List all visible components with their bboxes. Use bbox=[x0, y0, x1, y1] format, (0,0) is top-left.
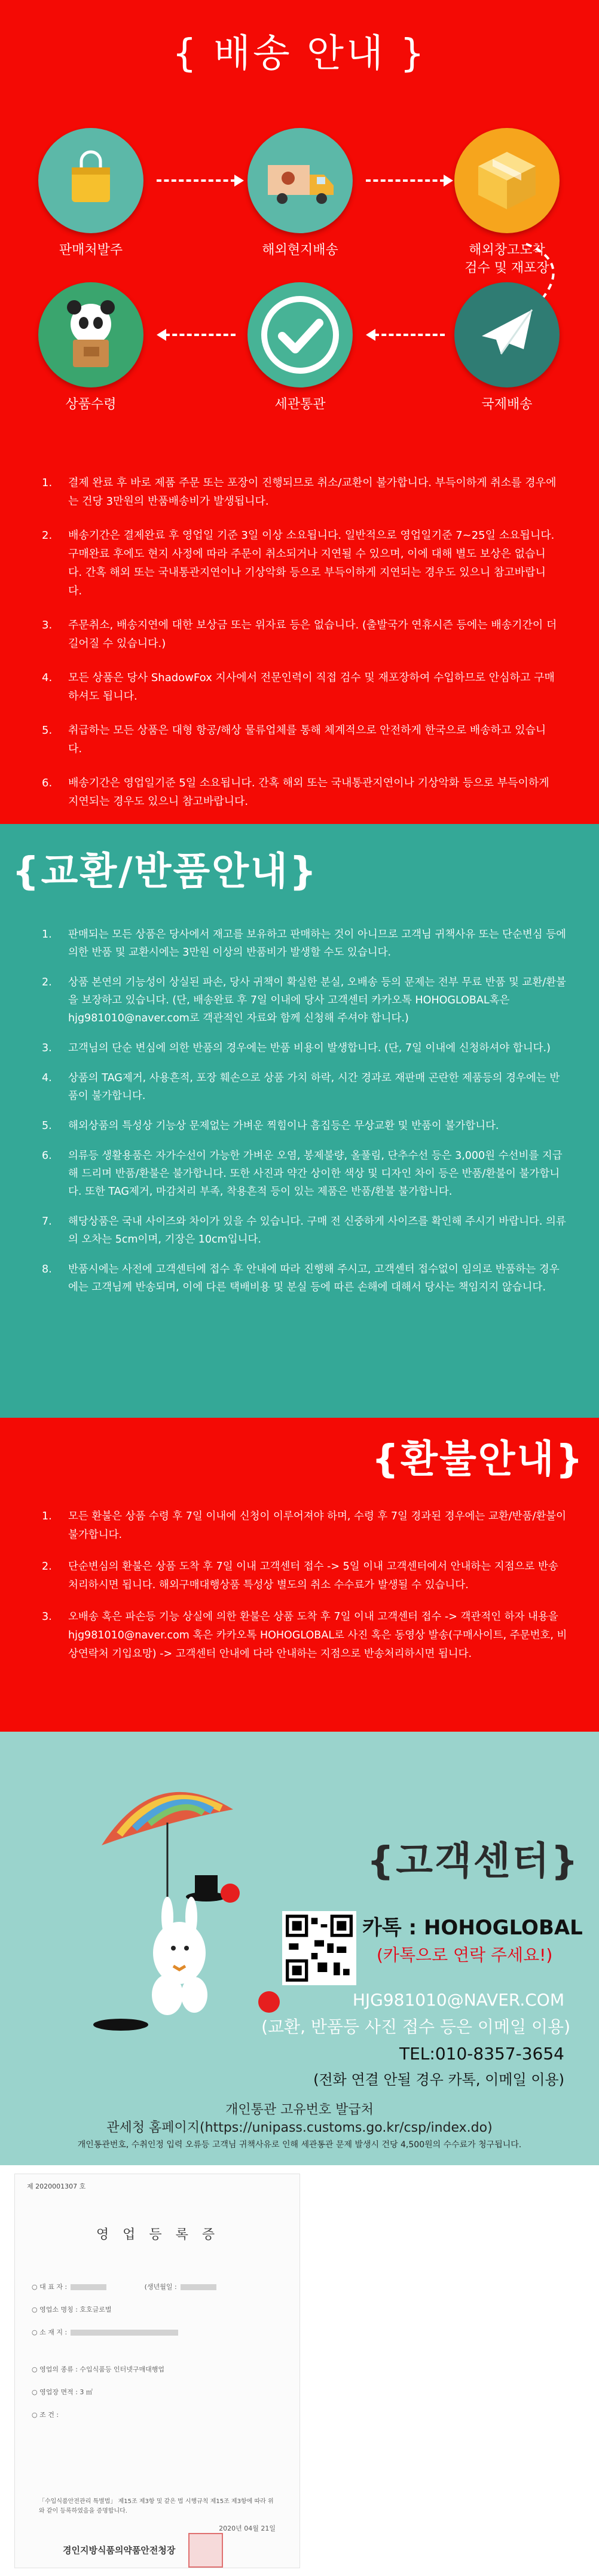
customs-fee-note: 개인통관번호, 수취인정 입력 오류등 고객님 귀책사유로 인해 세관통관 문제 발생시 건당 4,500원의 수수료가 청구됩니다. bbox=[77, 2140, 522, 2150]
list-item bbox=[42, 1260, 568, 1296]
airplane-icon bbox=[454, 282, 560, 387]
item-number: 2. bbox=[42, 976, 52, 988]
arrow-head-icon bbox=[157, 329, 166, 341]
list-item bbox=[42, 669, 557, 706]
row-tail: (생년월일 : bbox=[144, 2283, 177, 2291]
step-international bbox=[429, 282, 585, 414]
step-label: 판매처발주 bbox=[59, 243, 123, 258]
list-item bbox=[42, 1147, 568, 1201]
item-number: 3. bbox=[42, 1611, 52, 1623]
list-item bbox=[42, 774, 557, 811]
business-registration-certificate bbox=[14, 2174, 300, 2568]
item-text: 해당상품은 국내 사이즈와 차이가 있을 수 있습니다. 구매 전 신중하게 사이즈를 확인해 주시기 바랍니다. 의류의 오차는 5cm이며, 기장은 10cm입니다. bbox=[68, 1216, 566, 1246]
step-label: 국제배송 bbox=[481, 397, 533, 412]
item-number: 4. bbox=[42, 672, 53, 684]
list-item bbox=[42, 1608, 568, 1664]
rabbit-umbrella-illustration bbox=[78, 1756, 281, 2061]
certificate-title: 영 업 등 록 증 bbox=[96, 2227, 220, 2242]
item-number: 3. bbox=[42, 1042, 52, 1054]
redacted-field bbox=[71, 2330, 178, 2336]
unipass-link[interactable]: 관세청 홈페이지(https://unipass.customs.go.kr/csp/index.do) bbox=[106, 2120, 493, 2135]
step-label: 상품수령 bbox=[65, 397, 117, 412]
panda-courier-icon bbox=[38, 282, 143, 387]
item-number: 4. bbox=[42, 1072, 52, 1084]
exchange-notice-list bbox=[42, 926, 568, 1308]
customer-center-section bbox=[0, 1732, 599, 2165]
item-text: 반품시에는 사전에 고객센터에 접수 후 안내에 따라 진행해 주시고, 고객센터 접수없이 임의로 반품하는 경우에는 고객님께 반송되며, 이에 다른 택배비용 및 분실 등에 따른 손해에 대해서 당사는 책임지지 않습니다. bbox=[68, 1263, 560, 1293]
exchange-section bbox=[0, 824, 599, 1418]
kakao-note: (카톡으로 연락 주세요!) bbox=[377, 1945, 553, 1965]
official-seal-icon bbox=[188, 2533, 223, 2568]
list-item bbox=[42, 1069, 568, 1105]
row-label: ○ 영업소 명칭 : 호호글로벌 bbox=[32, 2306, 112, 2313]
shipping-section bbox=[0, 0, 599, 824]
certificate-row bbox=[32, 2387, 93, 2397]
shipping-notice-list bbox=[42, 474, 557, 824]
item-number: 2. bbox=[42, 1561, 52, 1573]
item-text: 모든 환불은 상품 수령 후 7일 이내에 신청이 이루어져야 하며, 수령 후 7일 경과된 경우에는 교환/반품/환불이 불가합니다. bbox=[68, 1510, 567, 1541]
item-text: 배송기간은 영업일기준 5일 소요됩니다. 간혹 해외 또는 국내통관지연이나 기상악화 등으로 부득이하게 지연되는 경우도 있으니 참고바랍니다. bbox=[68, 777, 549, 808]
list-item bbox=[42, 721, 557, 758]
shopping-bag-icon bbox=[38, 128, 143, 233]
item-number: 2. bbox=[42, 529, 53, 542]
certificate-row bbox=[32, 2410, 59, 2419]
step-order bbox=[13, 128, 169, 260]
customer-center-title: {고객센터} bbox=[366, 1839, 580, 1884]
certificate-row bbox=[32, 2364, 164, 2374]
kakao-id[interactable]: 카톡 : HOHOGLOBAL bbox=[362, 1916, 583, 1940]
step-label: 세관통관 bbox=[274, 397, 326, 412]
list-item bbox=[42, 616, 557, 653]
checkmark-icon bbox=[247, 282, 353, 387]
row-label: ○ 영업장 면적 : 3 ㎡ bbox=[32, 2388, 93, 2396]
refund-section bbox=[0, 1418, 599, 1732]
item-text: 해외상품의 특성상 기능상 문제없는 가벼운 찍힘이나 흠집등은 무상교환 및 반품이 불가합니다. bbox=[68, 1120, 499, 1132]
customs-id-issuer: 개인통관 고유번호 발급처 bbox=[225, 2102, 374, 2117]
business-registration-section bbox=[0, 2165, 599, 2576]
certificate-statement: 「수입식품안전관리 특별법」 제15조 제3항 및 같은 법 시행규칙 제15조 제3항에 따라 위와 같이 등록하였음을 증명합니다. bbox=[39, 2498, 274, 2514]
list-item bbox=[42, 1117, 568, 1135]
row-label: ○ 소 재 지 : bbox=[32, 2328, 68, 2336]
document-number: 제 2020001307 호 bbox=[27, 2183, 86, 2190]
item-number: 5. bbox=[42, 724, 53, 737]
step-label: 해외창고도착 검수 및 재포장 bbox=[464, 243, 549, 276]
refund-notice-list bbox=[42, 1507, 568, 1677]
issuing-office: 경인지방식품의약품안전청장 bbox=[63, 2545, 176, 2556]
package-box-icon bbox=[454, 128, 560, 233]
item-number: 3. bbox=[42, 619, 53, 631]
phone-note: (전화 연결 안될 경우 카톡, 이메일 이용) bbox=[313, 2071, 564, 2088]
item-text: 모든 상품은 당사 ShadowFox 지사에서 전문인력이 직접 검수 및 재포장하여 수입하므로 안심하고 구매하셔도 됩니다. bbox=[68, 672, 555, 703]
list-item bbox=[42, 1039, 568, 1057]
item-number: 6. bbox=[42, 1150, 52, 1162]
item-number: 7. bbox=[42, 1216, 52, 1228]
row-label: ○ 영업의 종류 : 수입식품등 인터넷구매대행업 bbox=[32, 2366, 165, 2373]
delivery-truck-icon bbox=[247, 128, 353, 233]
item-text: 오배송 혹은 파손등 기능 상실에 의한 환불은 상품 도착 후 7일 이내 고객센터 접수 -> 객관적인 하자 내용을 hjg981010@naver.com 혹은 카카오톡 HOHOGLOBAL로 사진 혹은 동영상 발송(구매사이트, 주문번호, 비상연락처 기입요망) -> 고객센터 안내에 다라 안내하는 지점으로 반송처리하시면 됩니다. bbox=[68, 1611, 567, 1660]
list-item bbox=[42, 973, 568, 1027]
row-label: ○ 대 표 자 : bbox=[32, 2283, 68, 2291]
item-number: 8. bbox=[42, 1263, 52, 1275]
item-text: 취급하는 모든 상품은 대형 항공/해상 물류업체를 통해 체계적으로 안전하게 한국으로 배송하고 있습니다. bbox=[68, 724, 546, 755]
step-customs bbox=[222, 282, 378, 414]
kakao-qr-code[interactable] bbox=[282, 1911, 356, 1985]
item-number: 1. bbox=[42, 929, 52, 941]
item-text: 상품 본연의 기능성이 상실된 파손, 당사 귀책이 확실한 분실, 오배송 등의 문제는 전부 무료 반품 및 교환/환불을 보장하고 있습니다. (단, 배송완료 후 7일 이내에 당사 고객센터 카카오톡 HOHOGLOBAL혹은 hjg981010@naver.com로 객관적인 자료와 함께 신청해 주셔야 합니다.) bbox=[68, 976, 566, 1024]
item-text: 고객님의 단순 변심에 의한 반품의 경우에는 반품 비용이 발생합니다. (단, 7일 이내에 신청하셔야 합니다.) bbox=[68, 1042, 551, 1054]
item-text: 상품의 TAG제거, 사용흔적, 포장 훼손으로 상품 가치 하락, 시간 경과로 재판매 곤란한 제품등의 경우에는 반품이 불가합니다. bbox=[68, 1072, 560, 1102]
item-number: 5. bbox=[42, 1120, 52, 1132]
refund-title: {환불안내} bbox=[371, 1437, 585, 1482]
list-item bbox=[42, 1507, 568, 1545]
step-receive bbox=[13, 282, 169, 414]
email-link[interactable]: HJG981010@NAVER.COM bbox=[352, 1990, 564, 2010]
step-local-delivery bbox=[222, 128, 378, 260]
redacted-field bbox=[71, 2284, 106, 2290]
item-number: 1. bbox=[42, 477, 53, 489]
phone-number[interactable]: TEL:010-8357-3654 bbox=[399, 2044, 564, 2064]
item-text: 결제 완료 후 바로 제품 주문 또는 포장이 진행되므로 취소/교환이 불가합니다. 부득이하게 취소를 경우에는 건당 3만원의 반품배송비가 발생됩니다. bbox=[68, 477, 557, 508]
step-label: 해외현지배송 bbox=[262, 243, 338, 258]
item-number: 6. bbox=[42, 777, 53, 789]
shipping-title: { 배송 안내 } bbox=[172, 32, 427, 76]
certificate-row bbox=[32, 2327, 178, 2337]
row-label: ○ 조 건 : bbox=[32, 2411, 59, 2419]
issue-date: 2020년 04월 21일 bbox=[219, 2525, 276, 2532]
redacted-field bbox=[181, 2284, 216, 2290]
list-item bbox=[42, 1213, 568, 1249]
item-text: 단순변심의 환불은 상품 도착 후 7일 이내 고객센터 접수 -> 5일 이내 고객센터에서 안내하는 지점으로 반송처리하시면 됩니다. 해외구매대행상품 특성상 별도의 취소 수수료가 발생될 수 있습니다. bbox=[68, 1561, 558, 1591]
item-number: 1. bbox=[42, 1510, 52, 1522]
list-item bbox=[42, 926, 568, 962]
item-text: 판매되는 모든 상품은 당사에서 재고를 보유하고 판매하는 것이 아니므로 고객님 귀책사유 또는 단순변심 등에 의한 반품 및 교환시에는 3만원 이상의 반품비가 발생할 수도 있습니다. bbox=[68, 929, 567, 959]
qr-code-icon bbox=[286, 1915, 353, 1982]
certificate-row bbox=[32, 2282, 216, 2291]
email-note: (교환, 반품등 사진 접수 등은 이메일 이용) bbox=[261, 2017, 570, 2037]
list-item bbox=[42, 526, 557, 600]
certificate-row bbox=[32, 2305, 112, 2314]
item-text: 배송기간은 결제완료 후 영업일 기준 3일 이상 소요됩니다. 일반적으로 영업일기준 7~25일 소요됩니다. 구매완료 후에도 현지 사정에 따라 주문이 취소되거나 지연될 수 있으며, 이에 대해 별도 보상은 없습니다. 간혹 해외 또는 국내통관지연이나 기상악화 등으로 부득이하게 지연되는 경우도 있으니 참고바랍니다. bbox=[68, 529, 555, 597]
exchange-title: {교환/반품안내} bbox=[12, 850, 319, 894]
item-text: 주문취소, 배송지연에 대한 보상금 또는 위자료 등은 없습니다. (출발국가 연휴시즌 등에는 배송기간이 더 길어질 수 있습니다.) bbox=[68, 619, 557, 650]
list-item bbox=[42, 1558, 568, 1595]
list-item bbox=[42, 474, 557, 511]
arrow-head-icon bbox=[366, 329, 375, 341]
item-text: 의류등 생활용품은 자가수선이 가능한 가벼운 오염, 봉제불량, 올풀림, 단추수선 등은 3,000원 수선비를 지급해 드리며 반품/환불은 불가합니다. 또한 사진과 약간 상이한 색상 및 디자인 차이 등은 반품/환불이 불가합니다. 또한 TAG제거, 마감처리 부족, 착용흔적 등이 있는 제품은 반품/환불 불가합니다. bbox=[68, 1150, 563, 1198]
